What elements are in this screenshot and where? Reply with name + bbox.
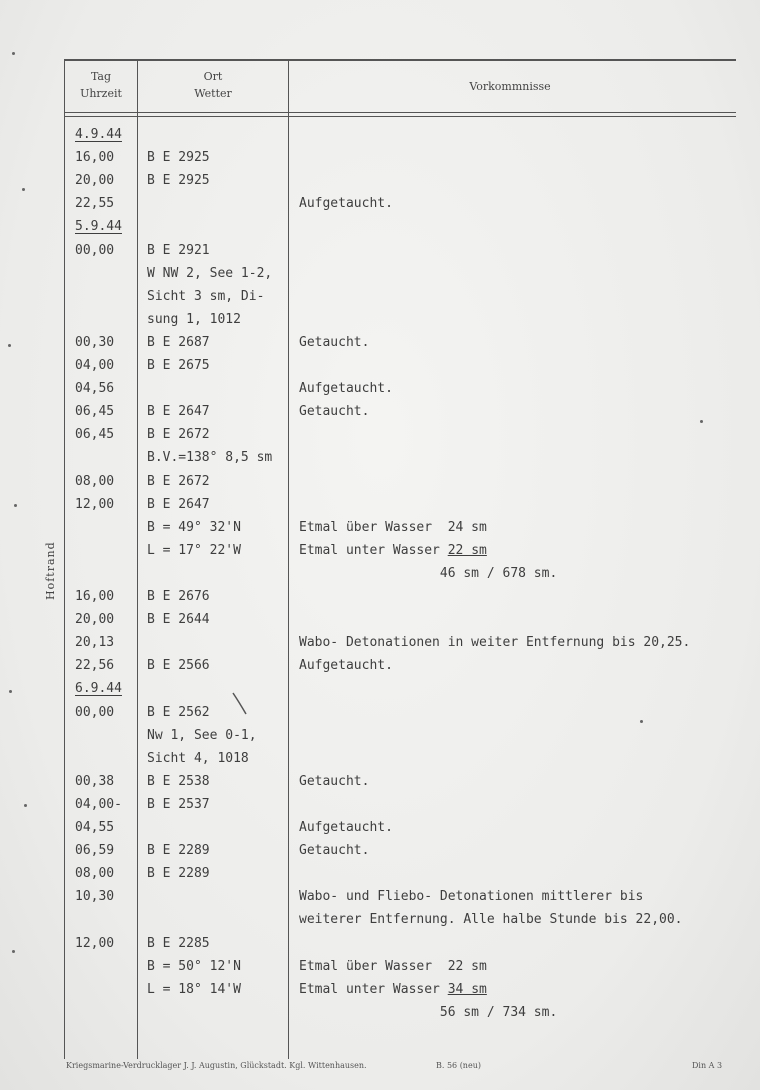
time-cell: 08,00 — [75, 473, 115, 489]
footer-printer: Kriegsmarine-Verdrucklager J. J. Augustin, Glückstadt. Kgl. Wittenhausen. — [66, 1061, 367, 1070]
position-cell: B E 2925 — [147, 150, 210, 166]
pen-mark — [230, 690, 250, 718]
speck — [700, 420, 703, 423]
time-cell: 06,59 — [75, 843, 115, 859]
event-cell: Aufgetaucht. — [299, 381, 393, 397]
position-cell: Sicht 3 sm, Di- — [147, 288, 265, 304]
position-cell: B E 2647 — [147, 404, 210, 420]
position-cell: B.V.=138° 8,5 sm — [147, 450, 273, 466]
log-row — [0, 446, 760, 469]
time-cell: 6.9.44 — [75, 681, 122, 697]
position-cell: B E 2675 — [147, 358, 210, 373]
header-events: Vorkommnisse — [469, 80, 551, 93]
event-cell: Etmal über Wasser 24 sm — [299, 519, 487, 535]
log-row — [0, 978, 760, 1001]
position-cell: B E 2289 — [147, 866, 210, 882]
log-row — [0, 192, 760, 215]
position-cell: B E 2676 — [147, 589, 210, 604]
time-cell: 4.9.44 — [75, 127, 122, 142]
event-cell: Getaucht. — [299, 843, 370, 859]
time-cell: 12,00 — [75, 496, 115, 512]
time-cell: 5.9.44 — [75, 219, 122, 235]
header-bottom-rule-2 — [64, 116, 736, 117]
time-cell: 04,56 — [75, 381, 115, 397]
header-place: Ort — [203, 70, 223, 83]
log-row — [0, 308, 760, 331]
underlined-distance: 22 sm — [447, 542, 487, 558]
event-cell: 46 sm / 678 sm. — [299, 565, 558, 581]
speck — [640, 720, 643, 723]
time-cell: 16,00 — [75, 589, 115, 604]
event-cell: weiterer Entfernung. Alle halbe Stunde bis 22,00. — [299, 912, 683, 928]
position-cell: B E 2672 — [147, 473, 210, 489]
time-cell: 20,00 — [75, 173, 115, 189]
position-cell: Sicht 4, 1018 — [147, 750, 249, 766]
position-cell: B E 2925 — [147, 173, 210, 189]
time-cell: 22,56 — [75, 658, 115, 674]
position-cell: B E 2537 — [147, 796, 210, 812]
event-cell: Etmal unter Wasser 22 sm — [299, 542, 487, 558]
time-cell: 16,00 — [75, 150, 115, 166]
event-cell: Aufgetaucht. — [299, 820, 393, 835]
log-row — [0, 239, 760, 262]
speck — [9, 690, 12, 693]
header-weather: Wetter — [194, 87, 232, 100]
date-row — [0, 677, 760, 700]
event-cell: Getaucht. — [299, 334, 370, 350]
position-cell: B E 2566 — [147, 658, 210, 674]
speck — [12, 950, 15, 953]
log-row — [0, 262, 760, 285]
log-row — [0, 793, 760, 816]
header-time: Uhrzeit — [80, 87, 122, 100]
time-cell: 12,00 — [75, 935, 115, 951]
event-cell: Getaucht. — [299, 404, 370, 420]
log-row — [0, 400, 760, 423]
log-row — [0, 377, 760, 400]
log-row — [0, 955, 760, 978]
speck — [24, 804, 27, 807]
log-row — [0, 885, 760, 908]
speck — [22, 188, 25, 191]
event-cell: Aufgetaucht. — [299, 196, 393, 212]
event-cell: Getaucht. — [299, 773, 370, 789]
event-cell: Etmal unter Wasser 34 sm — [299, 981, 487, 997]
time-cell: 04,55 — [75, 820, 115, 835]
speck — [12, 52, 15, 55]
footer-form-number: B. 56 (neu) — [436, 1061, 481, 1070]
date-row — [0, 123, 760, 146]
log-row — [0, 816, 760, 839]
event-cell: Aufgetaucht. — [299, 658, 393, 674]
event-cell: Wabo- und Fliebo- Detonationen mittlerer bis — [299, 889, 644, 905]
position-cell: B E 2672 — [147, 427, 210, 443]
header-bottom-rule — [64, 112, 736, 113]
position-cell: B E 2921 — [147, 242, 210, 258]
log-row — [0, 932, 760, 955]
position-cell: B E 2538 — [147, 773, 210, 789]
log-row — [0, 839, 760, 862]
log-row — [0, 654, 760, 677]
log-row — [0, 146, 760, 169]
position-cell: B = 49° 32'N — [147, 519, 241, 535]
table-top-rule — [64, 59, 736, 61]
underlined-distance: 34 sm — [447, 981, 487, 997]
time-cell: 00,38 — [75, 773, 115, 789]
log-row — [0, 608, 760, 631]
date-row — [0, 215, 760, 238]
header-day: Tag — [90, 70, 112, 83]
time-cell: 20,00 — [75, 612, 115, 628]
log-row — [0, 285, 760, 308]
log-row — [0, 516, 760, 539]
speck — [14, 504, 17, 507]
position-cell: B E 2644 — [147, 612, 210, 628]
position-cell: L = 18° 14'W — [147, 981, 241, 997]
log-row — [0, 908, 760, 931]
log-row — [0, 862, 760, 885]
log-row — [0, 701, 760, 724]
time-cell: 00,00 — [75, 704, 115, 720]
log-row — [0, 539, 760, 562]
log-row — [0, 169, 760, 192]
time-cell: 08,00 — [75, 866, 115, 882]
time-cell: 10,30 — [75, 889, 115, 905]
header-day-time — [66, 68, 136, 102]
log-row — [0, 354, 760, 377]
log-row — [0, 1001, 760, 1024]
side-label: Hoftrand — [44, 541, 57, 600]
event-cell: Wabo- Detonationen in weiter Entfernung bis 20,25. — [299, 635, 691, 651]
position-cell: B E 2289 — [147, 843, 210, 859]
log-row — [0, 562, 760, 585]
position-cell: W NW 2, See 1-2, — [147, 265, 273, 281]
position-cell: B E 2285 — [147, 935, 210, 951]
time-cell: 20,13 — [75, 635, 115, 651]
footer-paper-size: Din A 3 — [692, 1061, 723, 1070]
log-row — [0, 724, 760, 747]
log-row — [0, 747, 760, 770]
position-cell: B E 2647 — [147, 496, 210, 512]
position-cell: B = 50° 12'N — [147, 958, 241, 974]
speck — [8, 344, 11, 347]
header-place-weather — [139, 68, 287, 102]
event-cell: Etmal über Wasser 22 sm — [299, 958, 487, 974]
log-row — [0, 631, 760, 654]
position-cell: B E 2687 — [147, 334, 210, 350]
log-row — [0, 493, 760, 516]
event-cell: 56 sm / 734 sm. — [299, 1004, 558, 1020]
time-cell: 22,55 — [75, 196, 115, 212]
log-row — [0, 470, 760, 493]
time-cell: 04,00- — [75, 796, 122, 812]
time-cell: 06,45 — [75, 427, 115, 443]
position-cell: L = 17° 22'W — [147, 542, 241, 558]
position-cell: Nw 1, See 0-1, — [147, 727, 257, 743]
time-cell: 04,00 — [75, 358, 115, 373]
time-cell: 06,45 — [75, 404, 115, 420]
log-row — [0, 331, 760, 354]
log-row — [0, 585, 760, 608]
position-cell: sung 1, 1012 — [147, 311, 241, 327]
time-cell: 00,00 — [75, 242, 115, 258]
position-cell: B E 2562 — [147, 704, 210, 720]
log-row — [0, 423, 760, 446]
time-cell: 00,30 — [75, 334, 115, 350]
log-row — [0, 770, 760, 793]
